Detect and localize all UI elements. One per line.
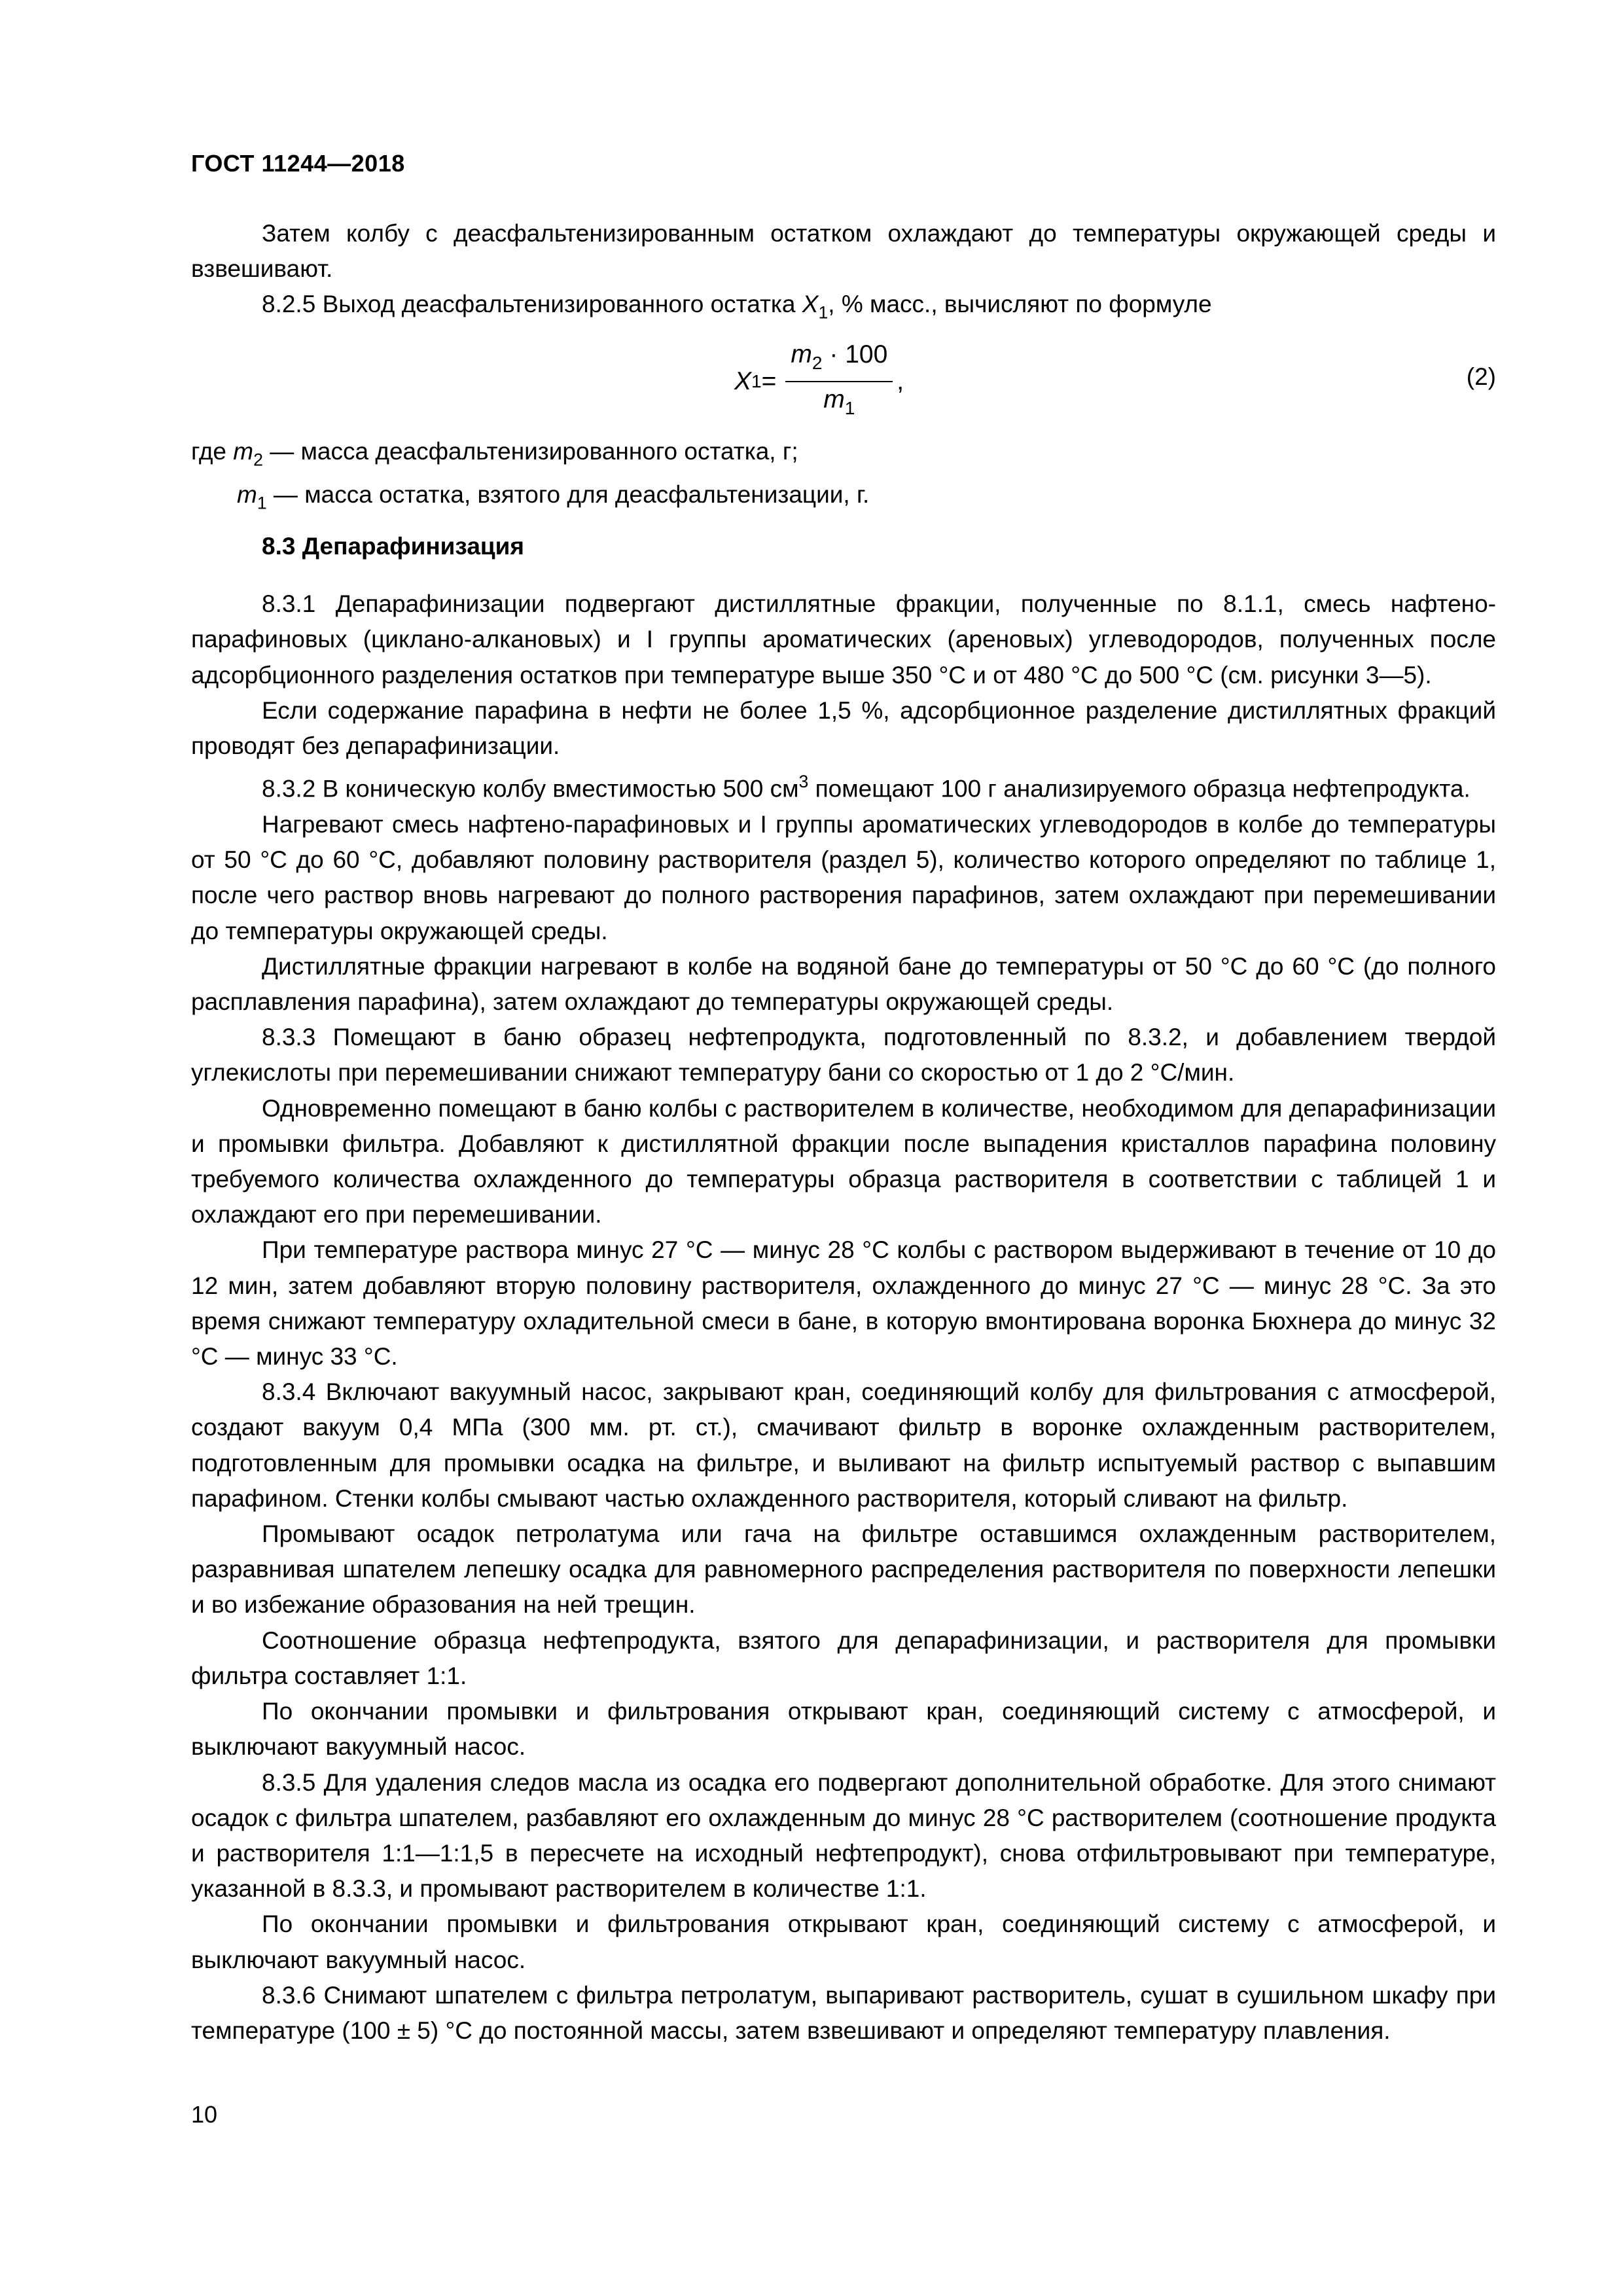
formula-lhs-sub: 1	[751, 370, 762, 391]
paragraph-834b: Промывают осадок петролатума или гача на фильтре оставшимся охлажденным растворителем, разравнивая шпателем лепешку осадка для равномерного распределения растворителя по поверхности лепешки и во избежание образования на ней трещин.	[191, 1520, 1496, 1619]
formula-num-var: m	[791, 340, 812, 368]
formula-den-var: m	[823, 385, 845, 414]
where-line-m2	[191, 434, 1496, 478]
where-prefix: где	[191, 437, 234, 465]
variable-x: X	[802, 291, 819, 318]
where-m2-text: — масса деасфальтенизированного остатка, г;	[262, 437, 798, 465]
paragraph-832-sup: 3	[798, 772, 809, 792]
equation-number: (2)	[1466, 363, 1496, 390]
formula-num-rest: · 100	[822, 340, 888, 368]
paragraph-833: 8.3.3 Помещают в баню образец нефтепродукта, подготовленный по 8.3.2, и добавлением твердой углекислоты при перемешивании снижают температуру бани со скоростью от 1 до 2 °C/мин.	[191, 1024, 1496, 1086]
paragraph-825-text-pre: 8.2.5 Выход деасфальтенизированного остатка	[262, 291, 802, 318]
paragraph-835b: По окончании промывки и фильтрования открывают кран, соединяющий систему с атмосферой, и выключают вакуумный насос.	[191, 1910, 1496, 1973]
paragraph-834d: По окончании промывки и фильтрования открывают кран, соединяющий систему с атмосферой, и выключают вакуумный насос.	[191, 1698, 1496, 1761]
where-m2-sub: 2	[253, 450, 263, 470]
document-body	[191, 216, 1496, 2049]
paragraph-825-text-post: , % масс., вычисляют по формуле	[828, 291, 1212, 318]
where-m1-var: m	[237, 481, 257, 509]
paragraph-836: 8.3.6 Снимают шпателем с фильтра петролатум, выпаривают растворитель, сушат в сушильном шкафу при температуре (100 ± 5) °C до постоянной массы, затем взвешивают и определяют температуру плавления.	[191, 1981, 1496, 2044]
paragraph-833c: При температуре раствора минус 27 °C — минус 28 °C колбы с раствором выдерживают в течение от 10 до 12 мин, затем добавляют вторую половину растворителя, охлажденного до минус 27 °C — минус 28 °C. За это время снижают температуру охладительной смеси в бане, в которую вмонтирована воронка Бюхнера до минус 32 °C — минус 33 °C.	[191, 1236, 1496, 1371]
formula-den-sub: 1	[844, 397, 855, 418]
where-m1-sub: 1	[257, 493, 267, 513]
formula-fraction	[785, 340, 893, 423]
variable-x-subscript: 1	[818, 302, 829, 323]
formula-2	[734, 340, 904, 423]
paragraph-831b: Если содержание парафина в нефти не более 1,5 %, адсорбционное разделение дистиллятных фракций проводят без депарафинизации.	[191, 696, 1496, 759]
paragraph-834c: Соотношение образца нефтепродукта, взятого для депарафинизации, и растворителя для промывки фильтра составляет 1:1.	[191, 1626, 1496, 1689]
paragraph-832b: Нагревают смесь нафтено-парафиновых и I группы ароматических углеводородов в колбе до температуры от 50 °C до 60 °C, добавляют половину растворителя (раздел 5), количество которого определяют по таблице 1, после чего раствор вновь нагревают до полного растворения парафинов, затем охлаждают при перемешивании до температуры окружающей среды.	[191, 811, 1496, 944]
page-number: 10	[191, 2101, 218, 2128]
formula-row	[191, 336, 1496, 425]
paragraph-cooling: Затем колбу с деасфальтенизированным остатком охлаждают до температуры окружающей среды и взвешивают.	[191, 220, 1496, 283]
paragraph-835: 8.3.5 Для удаления следов масла из осадка его подвергают дополнительной обработке. Для этого снимают осадок с фильтра шпателем, разбавляют его охлажденным до минус 28 °C растворителем (соотношение продукта и растворителя 1:1—1:1,5 в пересчете на исходный нефтепродукт), снова отфильтровывают при температуре, указанной в 8.3.3, и промывают растворителем в количестве 1:1.	[191, 1768, 1496, 1903]
paragraph-832-pre: 8.3.2 В коническую колбу вместимостью 500 см	[262, 775, 799, 802]
paragraph-832	[191, 764, 1496, 807]
where-line-m1	[191, 477, 1496, 521]
where-m1-text: — масса остатка, взятого для деасфальтенизации, г.	[266, 481, 870, 509]
formula-equals: =	[761, 367, 777, 395]
paragraph-832c: Дистиллятные фракции нагревают в колбе на водяной бане до температуры от 50 °C до 60 °C (до полного расплавления парафина), затем охлаждают до температуры окружающей среды.	[191, 952, 1496, 1016]
section-heading-8-3: 8.3 Депарафинизация	[262, 532, 524, 560]
paragraph-831: 8.3.1 Депарафинизации подвергают дистиллятные фракции, полученные по 8.1.1, смесь нафтено-парафиновых (циклано-алкановых) и I группы ароматических (ареновых) углеводородов, полученных после адсорбционного разделения остатков при температуре выше 350 °C и от 480 °C до 500 °C (см. рисунки 3—5).	[191, 590, 1496, 689]
paragraph-833b: Одновременно помещают в баню колбы с растворителем в количестве, необходимом для депарафинизации и промывки фильтра. Добавляют к дистиллятной фракции после выпадения кристаллов парафина половину требуемого количества охлажденного до температуры образца растворителя в соответствии с таблицей 1 и охлаждают его при перемешивании.	[191, 1094, 1496, 1229]
paragraph-834: 8.3.4 Включают вакуумный насос, закрывают кран, соединяющий колбу для фильтрования с атмосферой, создают вакуум 0,4 МПа (300 мм. рт. ст.), смачивают фильтр в воронке охлажденным растворителем, подготовленным для промывки осадка на фильтре, и выливают на фильтр испытуемый раствор с выпавшим парафином. Стенки колбы смывают частью охлажденного растворителя, который сливают на фильтр.	[191, 1378, 1496, 1512]
document-header: ГОСТ 11244—2018	[191, 150, 405, 177]
formula-comma: ,	[897, 367, 904, 395]
paragraph-832-post: помещают 100 г анализируемого образца нефтепродукта.	[808, 775, 1471, 802]
formula-num-sub: 2	[812, 352, 823, 373]
formula-numerator	[785, 340, 893, 382]
formula-lhs-var: X	[734, 367, 752, 395]
where-m2-var: m	[233, 437, 254, 465]
paragraph-825	[191, 287, 1496, 331]
formula-denominator	[823, 382, 855, 423]
